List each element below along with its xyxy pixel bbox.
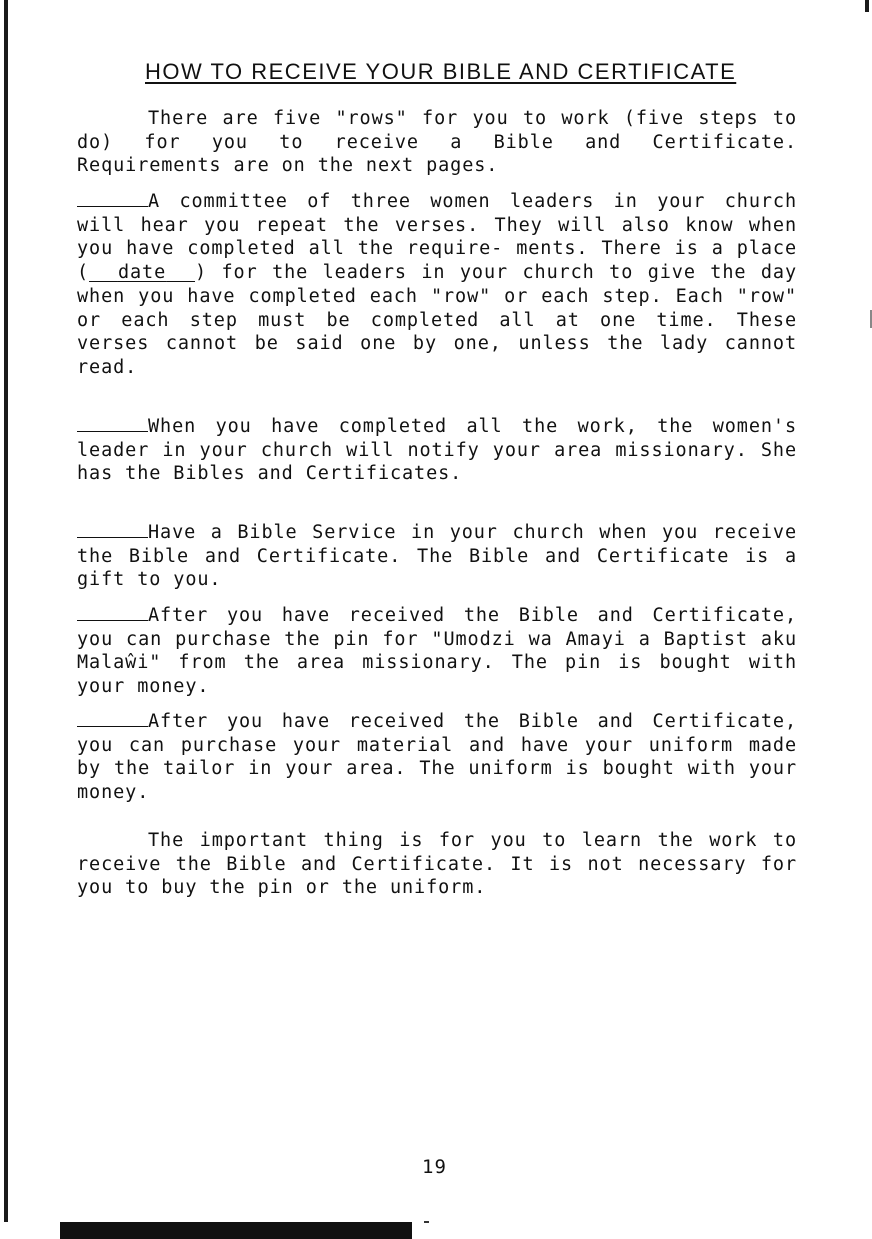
step-2-text: When you have completed all the work, the women's leader in your church will notify your area missionary. She has the Bibles and Certificates. [77,416,797,485]
step-2-paragraph [77,415,797,486]
step-5-text: After you have received the Bible and Certificate, you can purchase your material and have your uniform made by the tailor in your area. The uniform is bought with your money. [77,711,797,804]
scan-left-edge [4,0,8,1222]
step-1-text-after: ) for the leaders in your church to give the day when you have completed each "row" or each step. Each "row" or each step must be completed all at one time. These verses cannot be said one by one, unless the lady cannot read. [77,262,797,378]
intro-paragraph: There are five "rows" for you to work (five steps to do) for you to receive a Bible and Certificate. Requirements are on the next pages. [77,108,797,177]
step-1-paragraph [77,190,797,380]
page-title: HOW TO RECEIVE YOUR BIBLE AND CERTIFICATE [145,59,737,84]
checkbox-blank-2 [77,417,148,432]
step-1-text-before: A committee of three women leaders in your church will hear you repeat the verses. They will also know when you have completed all the require- ments. There is a place ( [77,191,797,284]
checkbox-blank-1 [77,192,148,207]
step-5-paragraph [77,710,797,805]
scan-bottom-bar [60,1222,412,1239]
checkbox-blank-3 [77,523,148,538]
step-3-paragraph [77,521,797,592]
date-field [89,262,195,283]
date-label: date [117,262,167,284]
checkbox-blank-5 [77,712,148,727]
closing-paragraph: The important thing is for you to learn the work to receive the Bible and Certificate. It is not necessary for you to buy the pin or the uniform. [77,830,797,899]
scan-bottom-dash [424,1221,429,1223]
scan-top-right-mark [865,0,869,12]
step-4-text: After you have received the Bible and Certificate, you can purchase the pin for "Umodzi wa Amayi a Baptist aku Malaŵi" from the area missionary. The pin is bought with your money. [77,605,797,698]
checkbox-blank-4 [77,606,148,621]
page-number: 19 [422,1156,447,1178]
step-4-paragraph [77,604,797,699]
step-3-text: Have a Bible Service in your church when you receive the Bible and Certificate. The Bible and Certificate is a gift to you. [77,522,797,591]
